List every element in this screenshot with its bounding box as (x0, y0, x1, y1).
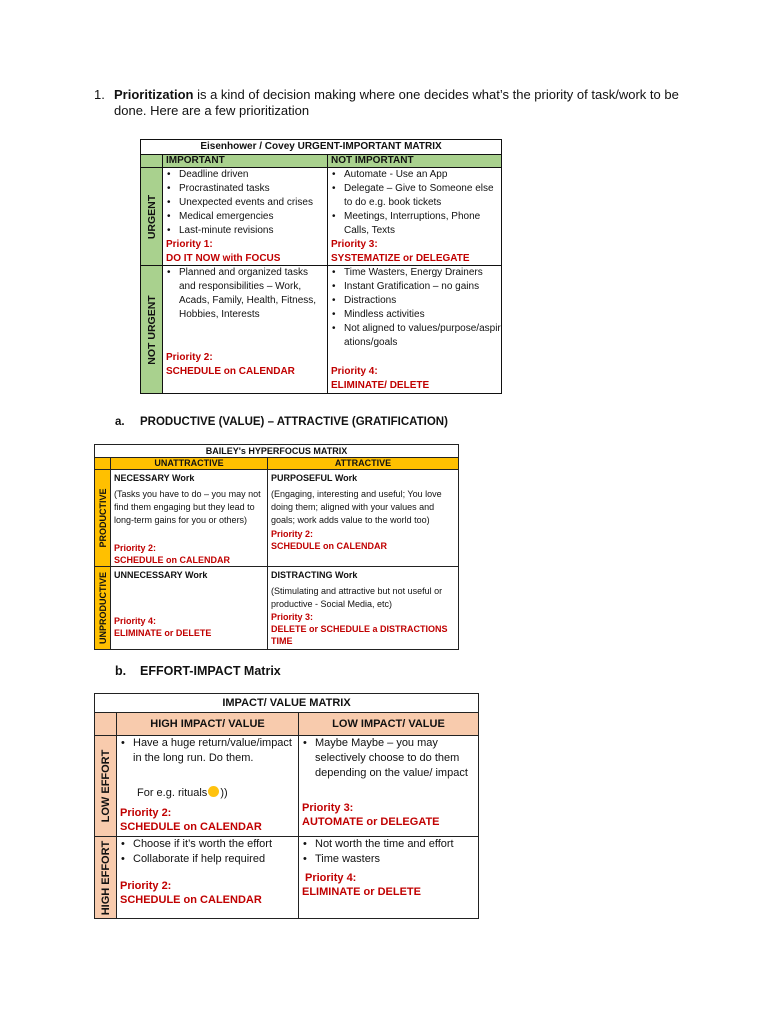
priority-label: Priority 2: (120, 880, 172, 892)
priority-action: DO IT NOW with FOCUS (166, 253, 281, 264)
list-item: • Collaborate if help required (117, 852, 298, 867)
hyperfocus-matrix (94, 444, 459, 650)
col-header-unattractive: UNATTRACTIVE (111, 458, 268, 470)
matrix-title: Eisenhower / Covey URGENT-IMPORTANT MATRIX (141, 140, 502, 155)
list-item: • Choose if it’s worth the effort (117, 837, 298, 852)
list-item: • Procrastinated tasks (163, 182, 327, 196)
row-label-not-urgent: NOT URGENT (141, 266, 163, 394)
quadrant-description: (Tasks you have to do – you may not find them engaging but they lead to long-term gains for you or others) (114, 489, 261, 525)
list-number: 1. (94, 87, 105, 102)
list-item: • Instant Gratification – no gains (328, 280, 501, 294)
section-b-heading (115, 664, 415, 680)
quadrant-urgent-not-important (328, 168, 502, 266)
example-text: For e.g. rituals )) (137, 787, 228, 799)
list-item: • Maybe Maybe – you may selectively choose to do them depending on the value/ impact (299, 736, 478, 781)
priority-action: ELIMINATE or DELETE (114, 628, 212, 638)
quadrant-necessary-work (111, 470, 268, 567)
row-label-unproductive: UNPRODUCTIVE (95, 567, 111, 650)
quadrant-title: PURPOSEFUL Work (271, 473, 358, 483)
quadrant-distracting-work (268, 567, 459, 650)
list-item: • Distractions (328, 294, 501, 308)
quadrant-urgent-important (163, 168, 328, 266)
section-title: EFFORT-IMPACT Matrix (140, 664, 281, 678)
priority-action: ELIMINATE or DELETE (302, 886, 421, 898)
impact-value-matrix (94, 693, 479, 919)
priority-action: SCHEDULE on CALENDAR (166, 366, 295, 377)
list-item: • Planned and organized tasks and responsibilities – Work, Acads, Family, Health, Fitness, Hobbies, Interests (163, 266, 327, 322)
eisenhower-matrix (140, 139, 502, 394)
bullet-list (117, 837, 298, 867)
col-header-high-impact: HIGH IMPACT/ VALUE (117, 713, 299, 736)
quadrant-description: (Engaging, interesting and useful; You love doing them; aligned with your values and goals; work adds value to the world too) (271, 489, 442, 525)
priority-label: Priority 4: (114, 616, 157, 626)
list-item: • Deadline driven (163, 168, 327, 182)
priority-label: Priority 2: (114, 543, 157, 553)
list-item: • Last-minute revisions (163, 224, 327, 238)
list-item: • Have a huge return/value/impact in the long run. Do them. (117, 736, 298, 766)
bullet-list (163, 168, 327, 238)
priority-action: DELETE or SCHEDULE a DISTRACTIONS TIME (271, 624, 448, 646)
quadrant-description: (Stimulating and attractive but not useful or productive - Social Media, etc) (271, 586, 443, 609)
matrix-title: BAILEY's HYPERFOCUS MATRIX (95, 445, 459, 458)
bullet-list (328, 266, 501, 350)
quadrant-title: NECESSARY Work (114, 473, 195, 483)
quadrant-purposeful-work (268, 470, 459, 567)
quadrant-not-urgent-important (163, 266, 328, 394)
priority-label: Priority 4: (305, 872, 357, 884)
priority-label: Priority 4: (331, 366, 378, 377)
row-label-urgent: URGENT (141, 168, 163, 266)
row-label-high-effort: HIGH EFFORT (95, 837, 117, 919)
bullet-list (117, 736, 298, 766)
priority-label: Priority 3: (331, 239, 378, 250)
col-header-important: IMPORTANT (163, 155, 328, 168)
priority-action: AUTOMATE or DELEGATE (302, 816, 440, 828)
priority-label: Priority 3: (271, 612, 314, 622)
row-label-productive: PRODUCTIVE (95, 470, 111, 567)
list-item: • Meetings, Interruptions, Phone Calls, Texts (328, 210, 501, 238)
quadrant-low-effort-high-impact (117, 736, 299, 837)
quadrant-not-urgent-not-important (328, 266, 502, 394)
col-header-not-important: NOT IMPORTANT (328, 155, 502, 168)
priority-action: SCHEDULE on CALENDAR (114, 555, 230, 565)
quadrant-high-effort-high-impact (117, 837, 299, 919)
list-item: • Mindless activities (328, 308, 501, 322)
priority-label: Priority 1: (166, 239, 213, 250)
list-item: • Time wasters (299, 852, 478, 867)
quadrant-unnecessary-work (111, 567, 268, 650)
priority-action: SCHEDULE on CALENDAR (271, 541, 387, 551)
section-title: PRODUCTIVE (VALUE) – ATTRACTIVE (GRATIFICATION) (140, 416, 448, 428)
bullet-list (299, 837, 478, 867)
priority-action: ELIMINATE/ DELETE (331, 380, 430, 391)
list-item: • Time Wasters, Energy Drainers (328, 266, 501, 280)
priority-label: Priority 2: (271, 529, 314, 539)
quadrant-title: UNNECESSARY Work (114, 570, 208, 580)
quadrant-low-effort-low-impact (299, 736, 479, 837)
row-label-low-effort: LOW EFFORT (95, 736, 117, 837)
priority-action: SCHEDULE on CALENDAR (120, 821, 262, 833)
priority-action: SCHEDULE on CALENDAR (120, 894, 262, 906)
smiley-icon (208, 786, 219, 797)
bullet-list (328, 168, 501, 238)
intro-body: is a kind of decision making where one decides what’s the priority of task/work to be done. Here are a few prioritization (114, 87, 679, 118)
priority-label: Priority 3: (302, 802, 354, 814)
col-header-attractive: ATTRACTIVE (268, 458, 459, 470)
corner-cell (95, 458, 111, 470)
section-label: b. (115, 664, 127, 678)
intro-text (114, 87, 684, 119)
col-header-low-impact: LOW IMPACT/ VALUE (299, 713, 479, 736)
list-item: • Not worth the time and effort (299, 837, 478, 852)
bullet-list (163, 266, 327, 322)
section-a-heading (115, 416, 515, 432)
list-item: • Medical emergencies (163, 210, 327, 224)
quadrant-title: DISTRACTING Work (271, 570, 358, 580)
matrix-title: IMPACT/ VALUE MATRIX (95, 694, 479, 713)
priority-action: SYSTEMATIZE or DELEGATE (331, 253, 470, 264)
list-item: • Automate - Use an App (328, 168, 501, 182)
list-item: • Not aligned to values/purpose/aspirations/goals (328, 322, 501, 350)
corner-cell (141, 155, 163, 168)
list-item: • Delegate – Give to Someone else to do e.g. book tickets (328, 182, 501, 210)
list-item: • Unexpected events and crises (163, 196, 327, 210)
priority-label: Priority 2: (166, 352, 213, 363)
intro-bold-term: Prioritization (114, 87, 194, 102)
quadrant-high-effort-low-impact (299, 837, 479, 919)
priority-label: Priority 2: (120, 807, 172, 819)
corner-cell (95, 713, 117, 736)
section-label: a. (115, 416, 125, 428)
bullet-list (299, 736, 478, 781)
